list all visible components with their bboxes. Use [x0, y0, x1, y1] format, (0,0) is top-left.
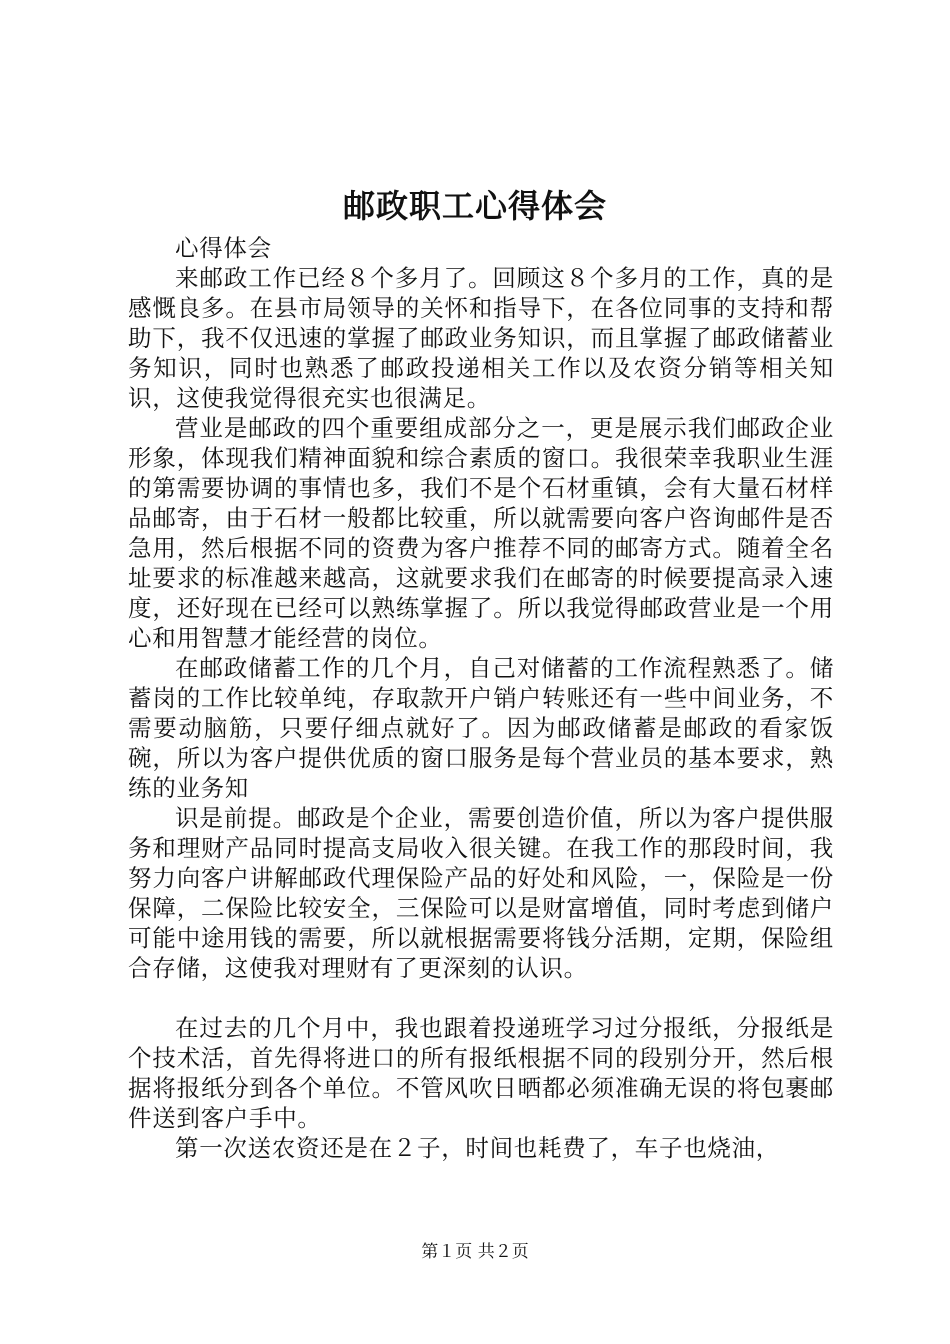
- paragraph: 第一次送农资还是在２子，时间也耗费了，车子也烧油，: [175, 1134, 780, 1162]
- paragraph: 识是前提。邮政是个企业，需要创造价值，所以为客户提供服务和理财产品同时提高支局收入很关键。在我工作的那段时间，我努力向客户讲解邮政代理保险产品的好处和风险，一，保险是一份保障，二保险比较安全，三保险可以是财富增值，同时考虑到储户可能中途用钱的需要，所以就根据需要将钱分活期，定期，保险组合存储，这使我对理财有了更深刻的认识。: [128, 804, 834, 982]
- paragraph-heading: 心得体会: [175, 234, 272, 262]
- paragraph: 来邮政工作已经８个多月了。回顾这８个多月的工作，真的是感慨良多。在县市局领导的关怀和指导下，在各位同事的支持和帮助下，我不仅迅速的掌握了邮政业务知识，而且掌握了邮政储蓄业务知识，同时也熟悉了邮政投递相关工作以及农资分销等相关知识，这使我觉得很充实也很满足。: [128, 264, 834, 412]
- page-number-footer: 第１页 共２页: [421, 1242, 529, 1262]
- paragraph: 营业是邮政的四个重要组成部分之一，更是展示我们邮政企业形象，体现我们精神面貌和综合素质的窗口。我很荣幸我职业生涯的第需要协调的事情也多，我们不是个石材重镇，会有大量石材样品邮寄，由于石材一般都比较重，所以就需要向客户咨询邮件是否急用，然后根据不同的资费为客户推荐不同的邮寄方式。随着全名址要求的标准越来越高，这就要求我们在邮寄的时候要提高录入速度，还好现在已经可以熟练掌握了。所以我觉得邮政营业是一个用心和用智慧才能经营的岗位。: [128, 414, 834, 652]
- paragraph: 在邮政储蓄工作的几个月，自己对储蓄的工作流程熟悉了。储蓄岗的工作比较单纯，存取款开户销户转账还有一些中间业务，不需要动脑筋，只要仔细点就好了。因为邮政储蓄是邮政的看家饭碗，所以为客户提供优质的窗口服务是每个营业员的基本要求，熟练的业务知: [128, 654, 834, 802]
- document-title: 邮政职工心得体会: [342, 187, 607, 225]
- paragraph: 在过去的几个月中，我也跟着投递班学习过分报纸，分报纸是个技术活，首先得将进口的所有报纸根据不同的段别分开，然后根据将报纸分到各个单位。不管风吹日晒都必须准确无误的将包裹邮件送到客户手中。: [128, 1014, 834, 1132]
- document-body: [128, 233, 834, 1163]
